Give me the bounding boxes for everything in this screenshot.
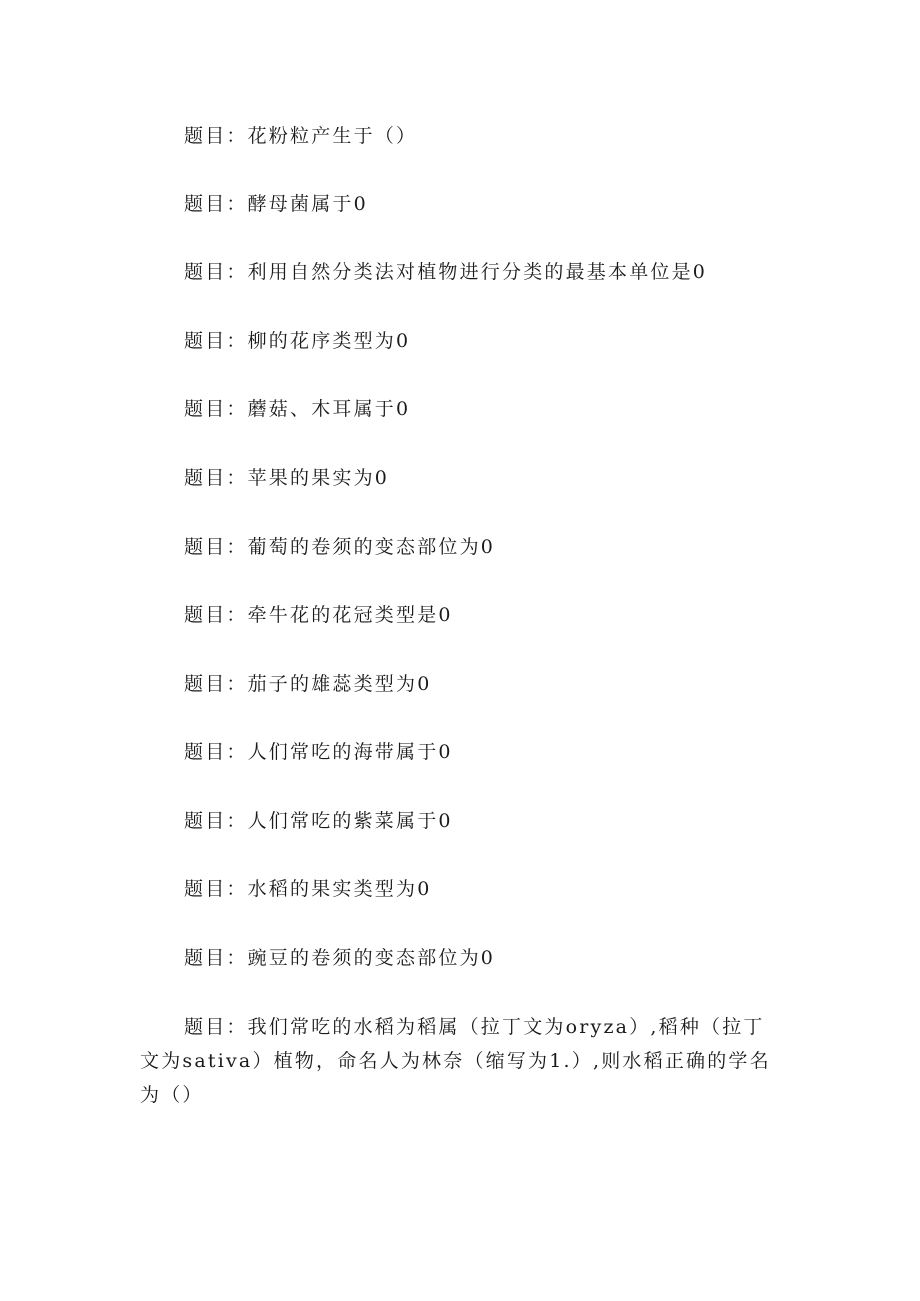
question-11: 题目：人们常吃的紫菜属于0 — [184, 810, 453, 832]
question-7: 题目：葡萄的卷须的变态部位为0 — [184, 536, 496, 558]
question-10: 题目：人们常吃的海带属于0 — [184, 741, 453, 763]
question-1: 题目：花粉粒产生于（） — [184, 125, 418, 147]
question-4: 题目：柳的花序类型为0 — [184, 330, 411, 352]
question-12: 题目：水稻的果实类型为0 — [184, 878, 432, 900]
question-13: 题目：豌豆的卷须的变态部位为0 — [184, 947, 496, 969]
question-3: 题目：利用自然分类法对植物进行分类的最基本单位是0 — [184, 261, 708, 283]
question-14: 题目：我们常吃的水稻为稻属（拉丁文为oryza）,稻种（拉丁文为sativa）植物，命名人为林奈（缩写为1.）,则水稻正确的学名为（） — [140, 1016, 771, 1106]
question-2: 题目：酵母菌属于0 — [184, 193, 368, 215]
question-8: 题目：牵牛花的花冠类型是0 — [184, 604, 453, 626]
question-5: 题目：蘑菇、木耳属于0 — [184, 398, 411, 420]
question-6: 题目：苹果的果实为0 — [184, 467, 390, 489]
question-9: 题目：茄子的雄蕊类型为0 — [184, 673, 432, 695]
